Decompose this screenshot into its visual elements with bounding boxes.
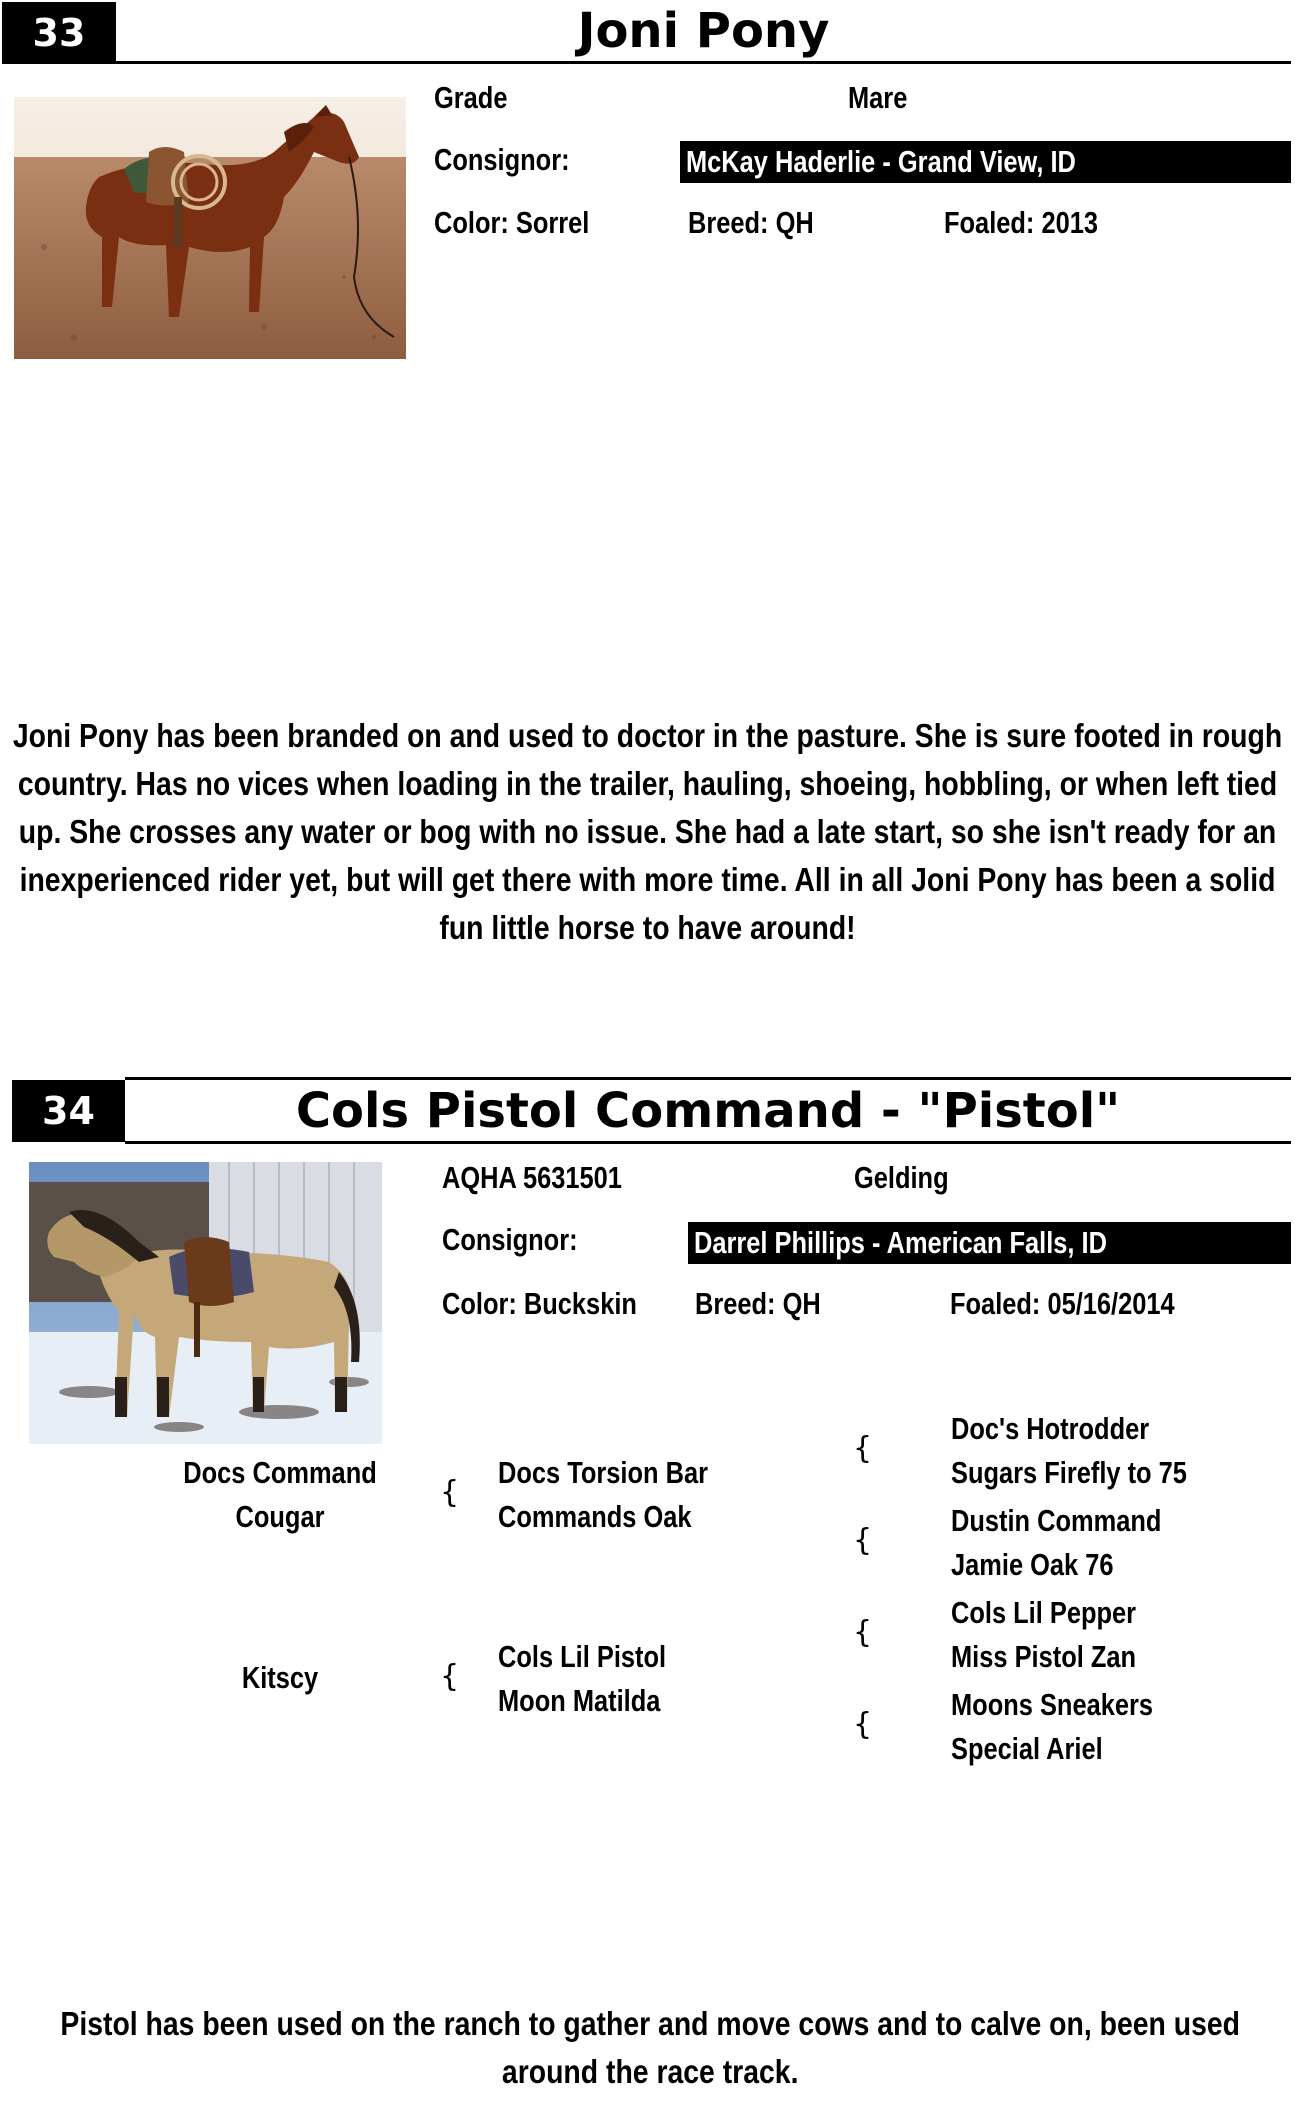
pedigree-g2: Sugars Firefly to 75 (951, 1455, 1187, 1490)
foaled: Foaled: 05/16/2014 (950, 1286, 1175, 1321)
horse-image (29, 1162, 382, 1444)
foaled: Foaled: 2013 (944, 205, 1099, 240)
brace-icon: { (853, 1707, 873, 1742)
lot-33-description (10, 712, 1285, 952)
lot-34-number (12, 1080, 125, 1142)
pedigree-g3: Dustin Command (951, 1503, 1162, 1538)
pedigree-g1: Doc's Hotrodder (951, 1411, 1150, 1446)
breed: Breed: QH (695, 1286, 821, 1321)
pedigree-dam-dam: Moon Matilda (498, 1683, 661, 1718)
pedigree-sire-sire: Docs Torsion Bar (498, 1455, 708, 1490)
pedigree-g8: Special Ariel (951, 1731, 1103, 1766)
pedigree-g4: Jamie Oak 76 (951, 1547, 1114, 1582)
breed: Breed: QH (688, 205, 814, 240)
pedigree-sire-line1: Docs Command (183, 1455, 377, 1490)
lot-34-description (30, 2000, 1270, 2096)
pedigree-sire-line2: Cougar (235, 1499, 325, 1534)
horse-photo-sorrel (14, 97, 406, 359)
horse-image (14, 97, 406, 359)
horse-name: Joni Pony (577, 2, 830, 59)
brace-icon: { (853, 1431, 873, 1466)
lot-number: 34 (42, 1089, 95, 1133)
lot-33-number (2, 2, 116, 64)
color: Color: Buckskin (442, 1286, 637, 1321)
consignor-box (688, 1222, 1291, 1264)
pedigree-dam-sire: Cols Lil Pistol (498, 1639, 667, 1674)
description-text: Joni Pony has been branded on and used to doctor in the pasture. She is sure footed in rough country. Has no vices when loading in the trailer, hauling, shoeing, hobbling, or when left tied up. She crosses any water or bog with no issue. She had a late start, so she isn't ready for an inexperienced rider yet, but will get there with more time. All in all Joni Pony has been a solid fun little horse to have around! (12, 717, 1283, 946)
brace-icon: { (440, 1659, 460, 1694)
sex: Gelding (854, 1160, 949, 1195)
pedigree-g6: Miss Pistol Zan (951, 1639, 1137, 1674)
description-text: Pistol has been used on the ranch to gather and move cows and to calve on, been used around the race track. (60, 2005, 1240, 2090)
brace-icon: { (853, 1615, 873, 1650)
horse-photo-buckskin (29, 1162, 382, 1444)
registration: Grade (434, 80, 508, 115)
brace-icon: { (440, 1475, 460, 1510)
pedigree-sire-dam: Commands Oak (498, 1499, 692, 1534)
consignor-name: Darrel Phillips - American Falls, ID (694, 1225, 1107, 1260)
consignor-box (680, 141, 1291, 183)
consignor-label: Consignor: (442, 1222, 578, 1257)
horse-name: Cols Pistol Command - "Pistol" (295, 1082, 1121, 1139)
color: Color: Sorrel (434, 205, 590, 240)
pedigree-g7: Moons Sneakers (951, 1687, 1154, 1722)
lot-33-title-bar (116, 0, 1291, 64)
pedigree-g5: Cols Lil Pepper (951, 1595, 1137, 1630)
lot-number: 33 (32, 11, 86, 55)
consignor-name: McKay Haderlie - Grand View, ID (686, 144, 1076, 179)
sex: Mare (848, 80, 908, 115)
brace-icon: { (853, 1523, 873, 1558)
consignor-label: Consignor: (434, 142, 570, 177)
pedigree-dam: Kitscy (241, 1660, 319, 1695)
lot-34-title-bar (125, 1077, 1291, 1144)
registration: AQHA 5631501 (442, 1160, 622, 1195)
